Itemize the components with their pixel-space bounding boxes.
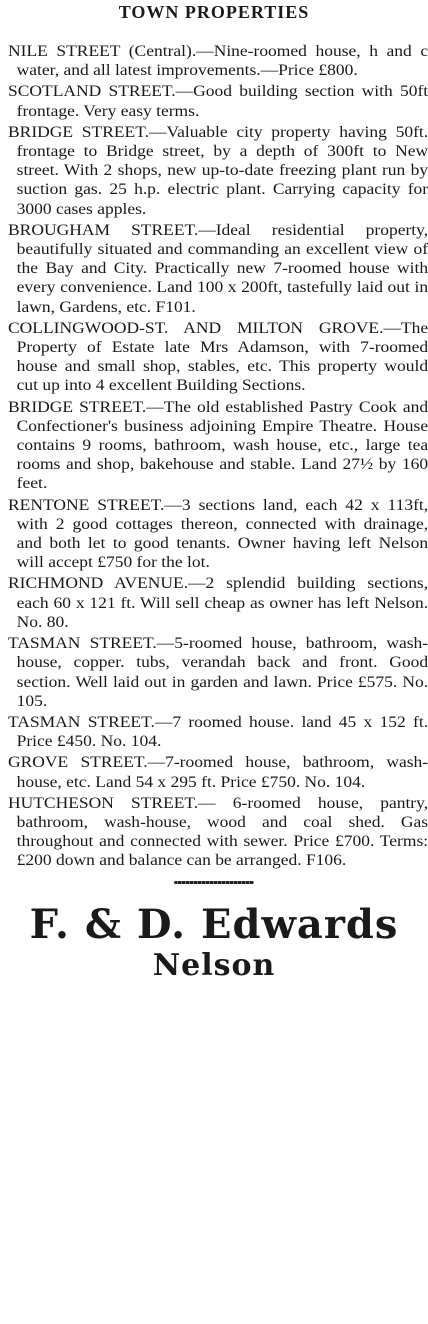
listing-scotland-street: SCOTLAND STREET.—Good building section with 50ft frontage. Very easy terms. xyxy=(8,82,428,120)
ornamental-divider xyxy=(174,881,254,884)
listing-bridge-street-city: BRIDGE STREET.—Valuable city property having 50ft. frontage to Bridge street, by a depth of 300ft to New street. With 2 shops, new up-to-date freezing plant run by suction gas. 25 h.p. electric plant. Carrying capacity for 3000 cases apples. xyxy=(8,122,428,218)
listing-tasman-street-5: TASMAN STREET.—5-roomed house, bathroom, wash-house, copper. tubs, verandah back and front. Good section. Well laid out in garden and lawn. Price £575. No. 105. xyxy=(8,634,428,710)
listing-brougham-street: BROUGHAM STREET.—Ideal residential property, beautifully situated and commanding an excellent view of the Bay and City. Practically new 7-roomed house with every convenience. Land 100 x 200ft, tastefully laid out in lawn, Gardens, etc. F101. xyxy=(8,220,428,316)
listing-richmond-avenue: RICHMOND AVENUE.—2 splendid building sections, each 60 x 121 ft. Will sell cheap as owner has left Nelson. No. 80. xyxy=(8,574,428,631)
listing-nile-street: NILE STREET (Central).—Nine-roomed house, h and c water, and all latest improvements.—Price £800. xyxy=(8,42,428,80)
listing-rentone-street: RENTONE STREET.—3 sections land, each 42 x 113ft, with 2 good cottages thereon, connected with drainage, and both let to good tenants. Owner having left Nelson will accept £750 for the lot. xyxy=(8,495,428,572)
agent-name: F. & D. Edwards xyxy=(29,900,399,948)
listing-collingwood-milton: COLLINGWOOD-ST. AND MILTON GROVE.—The Property of Estate late Mrs Adamson, with 7-roomed house and small shop, stables, etc. This property would cut up into 4 excellent Building Sections. xyxy=(8,318,428,395)
listing-tasman-street-7: TASMAN STREET.—7 roomed house. land 45 x 152 ft. Price £450. No. 104. xyxy=(8,712,428,751)
listing-bridge-street-pastry: BRIDGE STREET.—The old established Pastry Cook and Confectioner's business adjoining Empire Theatre. House contains 9 rooms, bathroom, wash house, etc., large tea rooms and shop, bakehouse and stable. Land 27½ by 160 feet. xyxy=(8,397,428,493)
agent-town: Nelson xyxy=(152,947,276,983)
section-heading: TOWN PROPERTIES xyxy=(118,2,310,22)
listing-hutcheson-street: HUTCHESON STREET.— 6-roomed house, pantry, bathroom, wash-house, wood and coal shed. Gas throughout and connected with sewer. Price £700. Terms: £200 down and balance can be arranged. F106. xyxy=(8,793,428,870)
listing-grove-street: GROVE STREET.—7-roomed house, bathroom, wash-house, etc. Land 54 x 295 ft. Price £750. No. 104. xyxy=(8,753,428,791)
